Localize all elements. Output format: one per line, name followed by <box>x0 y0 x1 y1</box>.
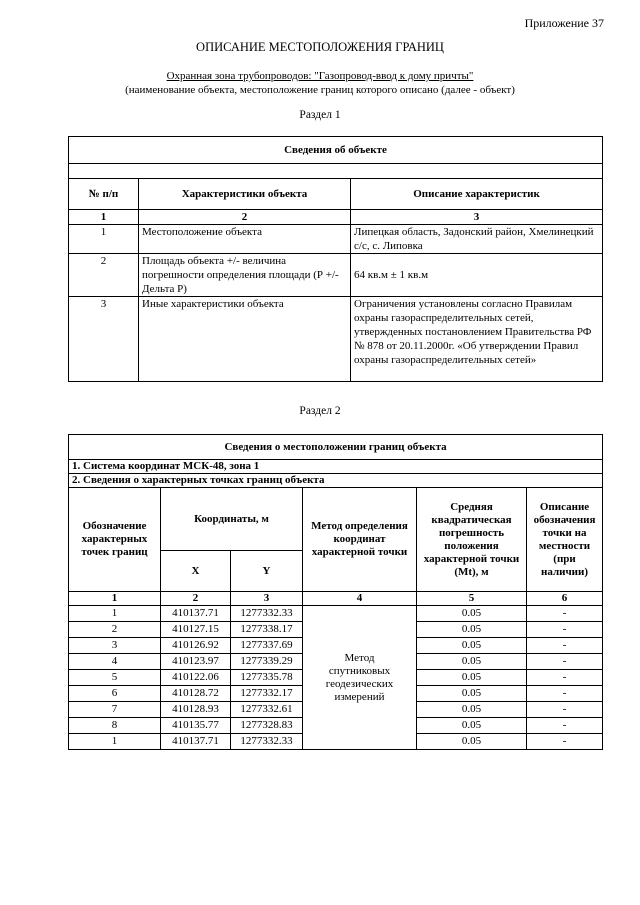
header-number: № п/п <box>69 179 139 210</box>
spacer-cell <box>69 164 603 179</box>
col-number: 1 <box>69 210 139 225</box>
document-title: ОПИСАНИЕ МЕСТОПОЛОЖЕНИЯ ГРАНИЦ <box>196 40 444 54</box>
point-description: - <box>527 702 603 718</box>
point-id: 5 <box>69 670 161 686</box>
point-x: 410137.71 <box>161 734 231 750</box>
row-number: 2 <box>69 254 139 297</box>
row-number: 1 <box>69 225 139 254</box>
object-note: (наименование объекта, местоположение границ которого описано (далее - объект) <box>125 84 515 96</box>
point-description: - <box>527 718 603 734</box>
object-info-title-row <box>69 137 603 164</box>
point-error: 0.05 <box>417 686 527 702</box>
section-1-title: Раздел 1 <box>299 109 341 121</box>
point-description: - <box>527 606 603 622</box>
header-point: Обозначение характерных точек границ <box>69 488 161 592</box>
point-x: 410128.93 <box>161 702 231 718</box>
point-x: 410122.06 <box>161 670 231 686</box>
header-x: X <box>161 551 231 592</box>
header-characteristic: Характеристики объекта <box>139 179 351 210</box>
point-y: 1277328.83 <box>231 718 303 734</box>
points-header-row <box>69 488 603 551</box>
row-description: Липецкая область, Задонский район, Хмелинецкий с/с, с. Липовка <box>351 225 603 254</box>
point-id: 3 <box>69 638 161 654</box>
points-body <box>69 606 603 750</box>
table-row <box>69 225 603 254</box>
column-number-row <box>69 210 603 225</box>
point-y: 1277337.69 <box>231 638 303 654</box>
points-title: 2. Сведения о характерных точках границ объекта <box>69 474 603 488</box>
point-id: 1 <box>69 734 161 750</box>
point-id: 7 <box>69 702 161 718</box>
object-name: Охранная зона трубопроводов: "Газопровод-ввод к дому причты" <box>166 70 474 82</box>
header-method: Метод определения координат характерной точки <box>303 488 417 592</box>
point-x: 410126.92 <box>161 638 231 654</box>
point-y: 1277335.78 <box>231 670 303 686</box>
boundary-table-title: Сведения о местоположении границ объекта <box>69 435 603 460</box>
point-y: 1277332.33 <box>231 734 303 750</box>
point-error: 0.05 <box>417 622 527 638</box>
row-characteristic: Иные характеристики объекта <box>139 297 351 382</box>
table-row <box>69 606 603 622</box>
point-id: 8 <box>69 718 161 734</box>
point-error: 0.05 <box>417 718 527 734</box>
col-number: 2 <box>139 210 351 225</box>
row-characteristic: Местоположение объекта <box>139 225 351 254</box>
spacer-row <box>69 164 603 179</box>
point-id: 4 <box>69 654 161 670</box>
point-error: 0.05 <box>417 670 527 686</box>
point-id: 2 <box>69 622 161 638</box>
point-description: - <box>527 622 603 638</box>
point-x: 410127.15 <box>161 622 231 638</box>
row-characteristic: Площадь объекта +/- величина погрешности определения площади (Р +/- Дельта Р) <box>139 254 351 297</box>
point-x: 410123.97 <box>161 654 231 670</box>
point-description: - <box>527 654 603 670</box>
point-id: 1 <box>69 606 161 622</box>
point-id: 6 <box>69 686 161 702</box>
header-y: Y <box>231 551 303 592</box>
point-y: 1277332.61 <box>231 702 303 718</box>
col-number: 2 <box>161 592 231 606</box>
object-info-header-row <box>69 179 603 210</box>
row-description: 64 кв.м ± 1 кв.м <box>351 254 603 297</box>
col-number: 4 <box>303 592 417 606</box>
col-number: 1 <box>69 592 161 606</box>
point-description: - <box>527 734 603 750</box>
coordinate-system-row <box>69 460 603 474</box>
point-error: 0.05 <box>417 638 527 654</box>
column-number-row <box>69 592 603 606</box>
point-description: - <box>527 638 603 654</box>
header-description: Описание характеристик <box>351 179 603 210</box>
object-info-table <box>68 136 603 382</box>
point-error: 0.05 <box>417 702 527 718</box>
col-number: 5 <box>417 592 527 606</box>
header-coordinates: Координаты, м <box>161 488 303 551</box>
col-number: 3 <box>351 210 603 225</box>
point-y: 1277339.29 <box>231 654 303 670</box>
col-number: 6 <box>527 592 603 606</box>
point-x: 410137.71 <box>161 606 231 622</box>
point-y: 1277338.17 <box>231 622 303 638</box>
header-error: Средняя квадратическая погрешность положения характерной точки (Mt), м <box>417 488 527 592</box>
row-description: Ограничения установлены согласно Правилам охраны газораспределительных сетей, утвержденных постановлением Правительства РФ № 878 от 20.11.2000г. «Об утверждении Правил охраны газораспределительных сетей» <box>351 297 603 382</box>
row-number: 3 <box>69 297 139 382</box>
appendix-label: Приложение 37 <box>524 16 604 30</box>
point-x: 410135.77 <box>161 718 231 734</box>
boundary-points-table <box>68 434 603 750</box>
header-point-description: Описание обозначения точки на местности (при наличии) <box>527 488 603 592</box>
points-title-row <box>69 474 603 488</box>
col-number: 3 <box>231 592 303 606</box>
table-row <box>69 254 603 297</box>
point-description: - <box>527 670 603 686</box>
method-cell: Метод спутниковых геодезических измерений <box>303 606 417 750</box>
point-error: 0.05 <box>417 654 527 670</box>
point-description: - <box>527 686 603 702</box>
point-error: 0.05 <box>417 606 527 622</box>
coordinate-system: 1. Система координат МСК-48, зона 1 <box>69 460 603 474</box>
point-x: 410128.72 <box>161 686 231 702</box>
point-error: 0.05 <box>417 734 527 750</box>
section-2-title: Раздел 2 <box>299 405 341 417</box>
boundary-title-row <box>69 435 603 460</box>
object-info-title: Сведения об объекте <box>69 137 603 164</box>
table-row <box>69 297 603 382</box>
point-y: 1277332.33 <box>231 606 303 622</box>
point-y: 1277332.17 <box>231 686 303 702</box>
